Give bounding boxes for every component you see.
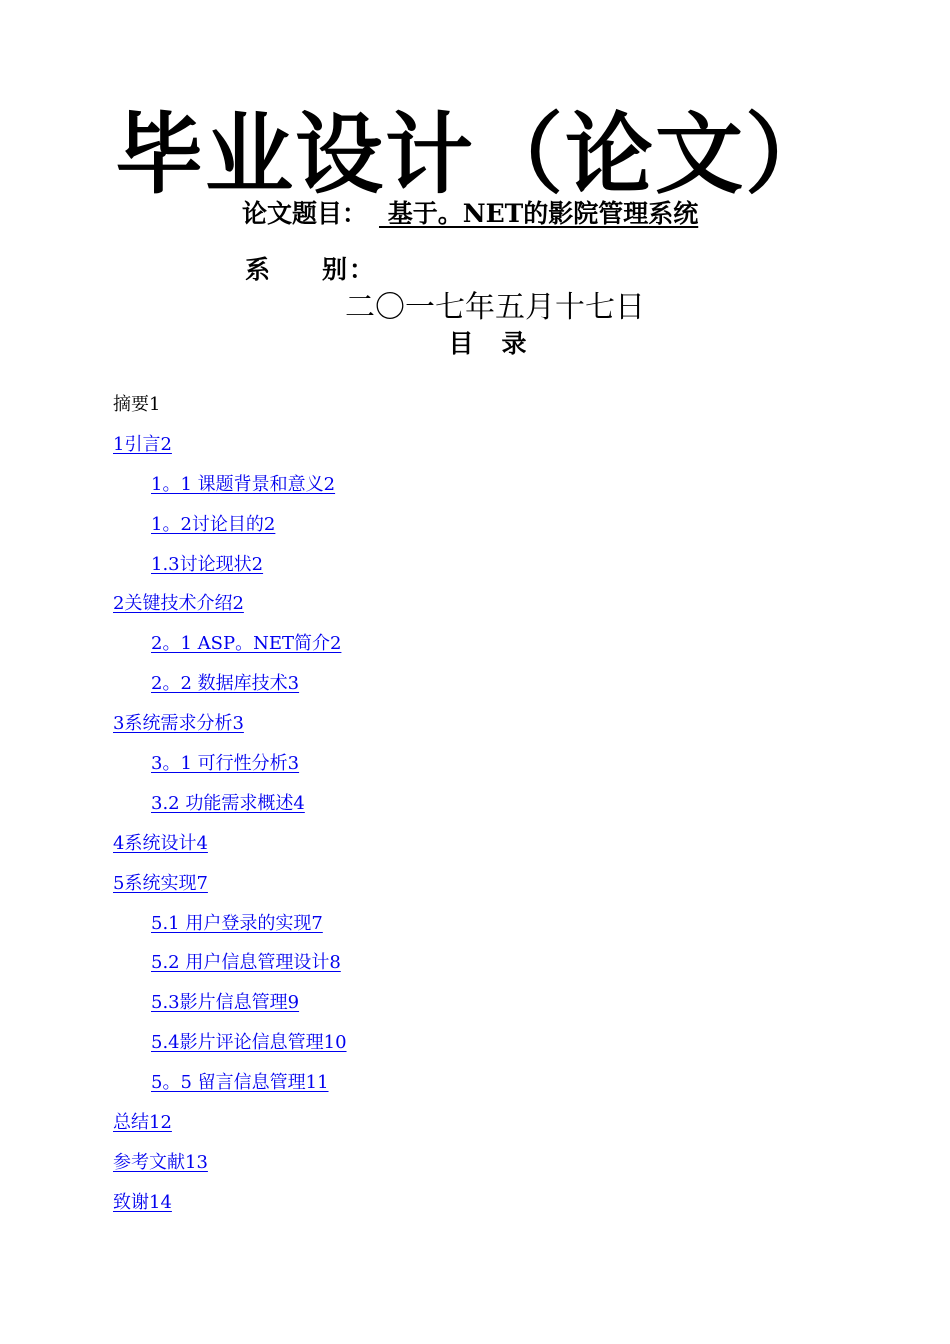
toc-entry-abstract bbox=[0, 392, 950, 432]
thesis-subject-row bbox=[242, 197, 698, 231]
toc-link[interactable]: 参考文献13 bbox=[113, 1151, 208, 1173]
toc-heading-part1: 目 bbox=[448, 329, 474, 358]
department-label-part1: 系 bbox=[245, 255, 273, 284]
table-of-contents bbox=[0, 392, 950, 1230]
toc-entry-1-2[interactable] bbox=[0, 512, 950, 552]
toc-entry-5-5[interactable] bbox=[0, 1070, 950, 1110]
thesis-subject-value: 基于。NET的影院管理系统 bbox=[379, 199, 699, 228]
toc-entry-1-3[interactable] bbox=[0, 552, 950, 592]
toc-link[interactable]: 2。1 ASP。NET简介2 bbox=[151, 633, 342, 655]
document-title: 毕业设计（论文） bbox=[114, 103, 835, 206]
toc-link[interactable]: 5系统实现7 bbox=[113, 872, 208, 894]
toc-link[interactable]: 3。1 可行性分析3 bbox=[151, 753, 300, 775]
toc-heading bbox=[0, 327, 950, 361]
toc-entry-2[interactable] bbox=[0, 591, 950, 631]
department-label-part2: 别： bbox=[322, 255, 377, 284]
toc-link[interactable]: 1引言2 bbox=[113, 433, 172, 455]
toc-entry-3-1[interactable] bbox=[0, 751, 950, 791]
toc-entry-2-2[interactable] bbox=[0, 671, 950, 711]
toc-link[interactable]: 2。2 数据库技术3 bbox=[151, 673, 300, 695]
toc-entry-1[interactable] bbox=[0, 432, 950, 472]
toc-entry-5-3[interactable] bbox=[0, 990, 950, 1030]
toc-link[interactable]: 总结12 bbox=[113, 1112, 172, 1134]
toc-entry-5-4[interactable] bbox=[0, 1030, 950, 1070]
toc-link[interactable]: 3.2 功能需求概述4 bbox=[151, 792, 305, 814]
toc-link[interactable]: 4系统设计4 bbox=[113, 832, 208, 854]
toc-link[interactable]: 5。5 留言信息管理11 bbox=[151, 1072, 329, 1094]
toc-entry-3[interactable] bbox=[0, 711, 950, 751]
toc-entry-2-1[interactable] bbox=[0, 631, 950, 671]
department-row bbox=[245, 253, 376, 287]
toc-link[interactable]: 5.4影片评论信息管理10 bbox=[151, 1032, 347, 1054]
document-date: 二〇一七年五月十七日 bbox=[345, 290, 645, 325]
thesis-subject-label: 论文题目： bbox=[242, 199, 368, 228]
toc-entry-text: 摘要1 bbox=[113, 394, 161, 415]
toc-entry-5-2[interactable] bbox=[0, 950, 950, 990]
toc-entry-acknowledgements[interactable] bbox=[0, 1190, 950, 1230]
toc-entry-1-1[interactable] bbox=[0, 472, 950, 512]
toc-link[interactable]: 致谢14 bbox=[113, 1191, 172, 1213]
toc-entry-5-1[interactable] bbox=[0, 911, 950, 951]
toc-heading-part2: 录 bbox=[501, 329, 527, 358]
toc-entry-references[interactable] bbox=[0, 1150, 950, 1190]
toc-link[interactable]: 2关键技术介绍2 bbox=[113, 593, 244, 615]
toc-entry-4[interactable] bbox=[0, 831, 950, 871]
toc-entry-3-2[interactable] bbox=[0, 791, 950, 831]
toc-entry-5[interactable] bbox=[0, 871, 950, 911]
toc-entry-summary[interactable] bbox=[0, 1110, 950, 1150]
toc-link[interactable]: 5.1 用户登录的实现7 bbox=[151, 912, 323, 934]
toc-link[interactable]: 5.2 用户信息管理设计8 bbox=[151, 952, 341, 974]
toc-link[interactable]: 5.3影片信息管理9 bbox=[151, 992, 300, 1014]
toc-link[interactable]: 3系统需求分析3 bbox=[113, 713, 244, 735]
toc-link[interactable]: 1.3讨论现状2 bbox=[151, 553, 264, 575]
toc-link[interactable]: 1。2讨论目的2 bbox=[151, 513, 276, 535]
toc-link[interactable]: 1。1 课题背景和意义2 bbox=[151, 473, 336, 495]
